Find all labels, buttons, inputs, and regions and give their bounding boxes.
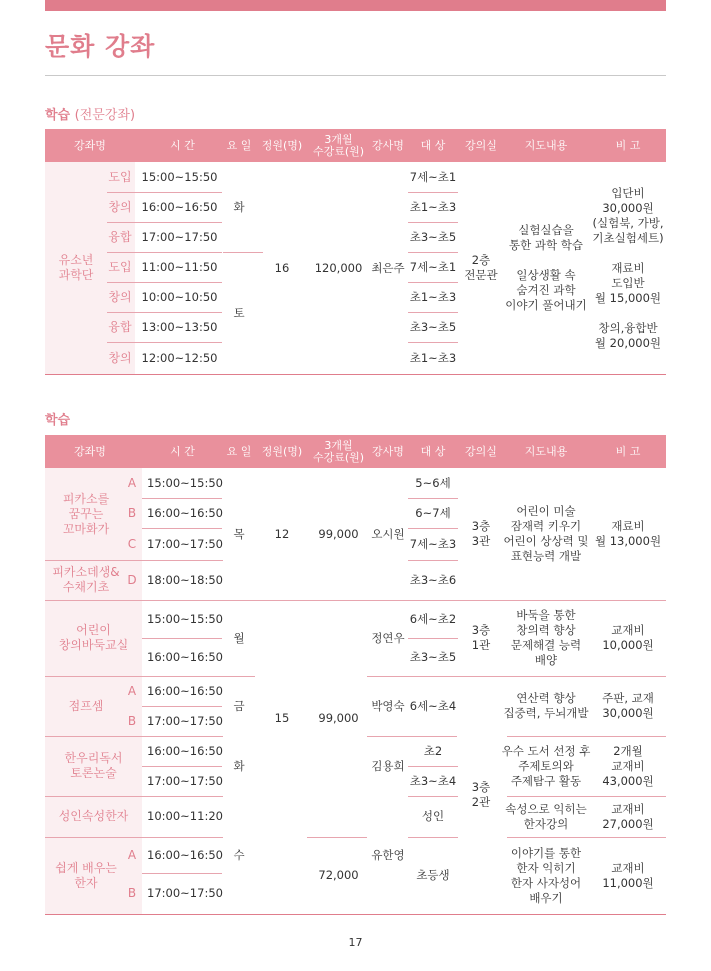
- class-day: 토: [233, 305, 245, 320]
- course-name: 점프셈: [68, 698, 104, 713]
- header-fee: 3개월 수강료(원): [312, 438, 365, 464]
- level-label: 융합: [108, 229, 132, 244]
- class-target: 7세~초1: [409, 259, 457, 274]
- table-header: [45, 129, 666, 162]
- header-target: 대 상: [420, 138, 446, 152]
- fee-value: 72,000: [318, 868, 359, 882]
- level-label: B: [127, 505, 137, 520]
- class-time: 16:00~16:50: [147, 743, 223, 758]
- note-value: 교재비 10,000원: [602, 623, 654, 652]
- level-label: A: [127, 683, 137, 698]
- header-note: 비 고: [615, 444, 641, 458]
- level-label: B: [127, 713, 137, 728]
- class-time: 17:00~17:50: [141, 229, 218, 244]
- level-label: B: [127, 886, 137, 900]
- class-time: 16:00~16:50: [147, 649, 223, 664]
- class-time: 10:00~11:20: [147, 809, 223, 823]
- teacher-name: 유한영: [371, 847, 405, 862]
- class-target: 5~6세: [415, 475, 451, 490]
- class-target: 7세~초1: [409, 169, 457, 184]
- header-room: 강의실: [465, 138, 497, 152]
- content-value: 어린이 미술 잠재력 키우기 어린이 상상력 및 표현능력 개발: [503, 504, 589, 563]
- header-course: 강좌명: [74, 444, 106, 458]
- class-time: 16:00~16:50: [141, 199, 218, 214]
- fee-value: 99,000: [318, 526, 359, 541]
- teacher-name: 김용희: [371, 758, 405, 773]
- title-divider: [45, 75, 666, 76]
- class-target: 초3~초5: [409, 229, 457, 244]
- fee-value: 99,000: [318, 711, 359, 725]
- class-time: 17:00~17:50: [147, 773, 223, 788]
- note-value: 2개월 교재비 43,000원: [602, 743, 654, 788]
- class-target: 초등생: [416, 868, 450, 882]
- class-time: 10:00~10:50: [141, 289, 218, 304]
- level-label: C: [127, 536, 137, 551]
- class-target: 6세~초4: [409, 698, 457, 713]
- room-value: 2층 전문관: [464, 253, 498, 282]
- class-time: 16:00~16:50: [147, 847, 223, 862]
- class-day: 월: [233, 630, 245, 645]
- course-name: 유소년 과학단: [58, 253, 94, 282]
- level-label: 도입: [108, 259, 132, 274]
- header-capacity: 정원(명): [261, 138, 303, 152]
- room-value: 3층 3관: [471, 519, 491, 548]
- class-time: 18:00~18:50: [147, 572, 223, 587]
- note-value: 주판, 교재 30,000원: [602, 691, 654, 720]
- top-accent-bar: [45, 0, 666, 11]
- fee-value: 120,000: [314, 260, 363, 275]
- class-day: 화: [233, 758, 245, 773]
- class-time: 15:00~15:50: [141, 169, 218, 184]
- class-target: 6~7세: [415, 505, 451, 520]
- class-time: 17:00~17:50: [147, 886, 223, 900]
- note-value: 재료비 월 13,000원: [594, 519, 662, 548]
- header-room: 강의실: [465, 444, 497, 458]
- class-time: 16:00~16:50: [147, 683, 223, 698]
- level-label: 도입: [108, 169, 132, 184]
- class-day: 화: [233, 199, 245, 214]
- header-capacity: 정원(명): [261, 444, 303, 458]
- note-value: 입단비 30,000원 (실험북, 가방, 기초실험세트) 재료비 도입반 월 15,000원 창의,융합반 월 20,000원: [592, 185, 664, 350]
- class-time: 15:00~15:50: [147, 475, 223, 490]
- class-time: 17:00~17:50: [147, 536, 223, 551]
- course-name: 피카소를 꿈꾸는 꼬마화가: [62, 491, 110, 536]
- course-name: 쉽게 배우는 한자: [55, 860, 117, 890]
- capacity-value: 15: [274, 711, 290, 725]
- class-time: 11:00~11:50: [141, 259, 218, 274]
- class-time: 15:00~15:50: [147, 611, 223, 626]
- class-time: 17:00~17:50: [147, 713, 223, 728]
- header-target: 대 상: [420, 444, 446, 458]
- header-time: 시 간: [170, 138, 195, 152]
- course-name: 피카소데생& 수채기초: [52, 565, 120, 594]
- class-target: 성인: [421, 809, 445, 823]
- teacher-name: 최은주: [371, 260, 405, 275]
- section1-heading: [45, 104, 135, 123]
- level-label: D: [127, 572, 137, 587]
- teacher-name: 정연우: [371, 630, 405, 645]
- capacity-value: 16: [274, 260, 290, 275]
- level-label: 융합: [108, 319, 132, 334]
- class-target: 초2: [423, 743, 443, 758]
- class-target: 초3~초5: [409, 649, 457, 664]
- section2-title: 학습: [45, 413, 71, 428]
- table-header: [45, 435, 666, 468]
- class-time: 16:00~16:50: [147, 505, 223, 520]
- course-name: 성인속성한자: [58, 809, 129, 823]
- level-label: A: [127, 475, 137, 490]
- level-label: A: [127, 847, 137, 862]
- content-value: 속성으로 익히는 한자강의: [505, 801, 587, 831]
- header-fee: 3개월 수강료(원): [312, 132, 365, 158]
- class-target: 초3~초6: [409, 572, 457, 587]
- class-target: 6세~초2: [409, 611, 457, 626]
- level-label: 창의: [108, 350, 132, 365]
- course-name: 어린이 창의바둑교실: [58, 623, 129, 652]
- content-value: 실험실습을 통한 과학 학습 일상생활 속 숨겨진 과학 이야기 풀어내기: [505, 223, 587, 312]
- header-course: 강좌명: [74, 138, 106, 152]
- teacher-name: 오시원: [371, 526, 405, 541]
- course-name: 한우리독서 토론논술: [64, 751, 123, 780]
- class-day: 수: [233, 847, 245, 862]
- class-day: 금: [233, 698, 245, 713]
- section1-title: 학습: [45, 108, 71, 123]
- header-day: 요 일: [226, 138, 252, 152]
- page-number: 17: [348, 936, 363, 949]
- level-label: 창의: [108, 289, 132, 304]
- header-note: 비 고: [615, 138, 641, 152]
- header-teacher: 강사명: [372, 444, 404, 458]
- note-value: 교재비 27,000원: [602, 801, 654, 831]
- content-value: 바둑을 통한 창의력 향상 문제해결 능력 배양: [510, 608, 582, 667]
- science-course-table: [45, 129, 666, 375]
- capacity-value: 12: [274, 526, 290, 541]
- level-label: 창의: [108, 199, 132, 214]
- note-value: 교재비 11,000원: [602, 860, 654, 890]
- teacher-name: 박영숙: [371, 698, 405, 713]
- header-content: 지도내용: [524, 138, 568, 152]
- room-value: 3층 1관: [471, 623, 491, 652]
- class-target: 초1~초3: [409, 350, 457, 365]
- class-target: 초1~초3: [409, 199, 457, 214]
- class-time: 13:00~13:50: [141, 319, 218, 334]
- content-value: 연산력 향상 집중력, 두뇌개발: [503, 691, 589, 720]
- section1-subtitle: (전문강좌): [74, 108, 136, 123]
- class-target: 초3~초4: [409, 773, 457, 788]
- header-time: 시 간: [170, 444, 195, 458]
- header-content: 지도내용: [524, 444, 568, 458]
- header-day: 요 일: [226, 444, 252, 458]
- class-time: 12:00~12:50: [141, 350, 218, 365]
- content-value: 이야기를 통한 한자 익히기 한자 사자성어 배우기: [510, 845, 582, 905]
- content-value: 우수 도서 선정 후 주제토의와 주제탐구 활동: [501, 743, 591, 788]
- class-target: 7세~초3: [409, 536, 457, 551]
- class-target: 초3~초5: [409, 319, 457, 334]
- header-teacher: 강사명: [372, 138, 404, 152]
- learning-course-table: [45, 435, 666, 915]
- class-day: 목: [233, 526, 245, 541]
- page-title: 문화 강좌: [45, 32, 156, 61]
- class-target: 초1~초3: [409, 289, 457, 304]
- section2-heading: [45, 409, 70, 428]
- room-value: 3층 2관: [471, 780, 491, 809]
